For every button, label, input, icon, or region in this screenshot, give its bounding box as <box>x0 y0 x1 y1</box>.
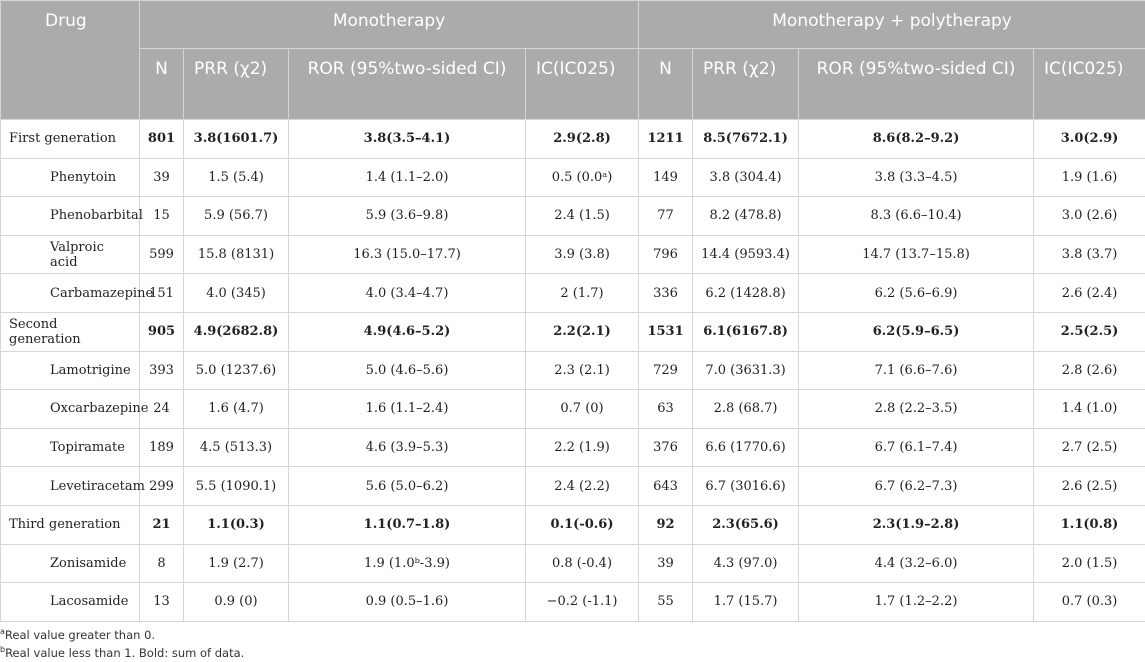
drug-name-cell: Topiramate <box>1 428 140 467</box>
drug-name-cell: Second generation <box>1 312 140 351</box>
mono-ror-cell: 1.4 (1.1–2.0) <box>289 158 526 197</box>
poly-ic-cell: 3.0 (2.6) <box>1034 197 1145 236</box>
mono-ror-cell: 1.9 (1.0ᵇ-3.9) <box>289 544 526 583</box>
table-row <box>1 197 1145 236</box>
mono-ic-cell: 2.4 (2.2) <box>526 467 639 506</box>
poly-ic-cell: 0.7 (0.3) <box>1034 583 1145 622</box>
mono-ror-cell: 1.6 (1.1–2.4) <box>289 390 526 429</box>
poly-ror-cell: 8.3 (6.6–10.4) <box>799 197 1034 236</box>
poly-n-cell: 149 <box>639 158 693 197</box>
mono-prr-cell: 15.8 (8131) <box>184 235 289 274</box>
table-body <box>1 120 1145 622</box>
poly-prr-cell: 2.3(65.6) <box>693 505 799 544</box>
mono-prr-cell: 3.8(1601.7) <box>184 120 289 159</box>
mono-prr-cell: 5.5 (1090.1) <box>184 467 289 506</box>
header-mono-n: N <box>140 49 184 120</box>
poly-prr-cell: 2.8 (68.7) <box>693 390 799 429</box>
drug-name-cell: Carbamazepine <box>1 274 140 313</box>
table-row <box>1 274 1145 313</box>
poly-n-cell: 376 <box>639 428 693 467</box>
table-row <box>1 390 1145 429</box>
poly-n-cell: 39 <box>639 544 693 583</box>
mono-n-cell: 393 <box>140 351 184 390</box>
mono-ror-cell: 3.8(3.5–4.1) <box>289 120 526 159</box>
drug-name-cell: Lacosamide <box>1 583 140 622</box>
header-group-monotherapy: Monotherapy <box>140 1 639 49</box>
poly-n-cell: 643 <box>639 467 693 506</box>
mono-n-cell: 21 <box>140 505 184 544</box>
mono-ic-cell: 3.9 (3.8) <box>526 235 639 274</box>
drug-name-cell: Phenobarbital <box>1 197 140 236</box>
mono-ic-cell: 0.8 (-0.4) <box>526 544 639 583</box>
mono-ror-cell: 4.6 (3.9–5.3) <box>289 428 526 467</box>
mono-ror-cell: 5.9 (3.6–9.8) <box>289 197 526 236</box>
mono-n-cell: 8 <box>140 544 184 583</box>
header-group-polytherapy: Monotherapy + polytherapy <box>639 1 1145 49</box>
poly-prr-cell: 6.2 (1428.8) <box>693 274 799 313</box>
drug-name-cell: Valproic acid <box>1 235 140 274</box>
mono-ic-cell: 2.2 (1.9) <box>526 428 639 467</box>
mono-n-cell: 599 <box>140 235 184 274</box>
header-mono-ror: ROR (95%two-sided CI) <box>289 49 526 120</box>
header-poly-prr: PRR (χ2) <box>693 49 799 120</box>
mono-ic-cell: 2.4 (1.5) <box>526 197 639 236</box>
mono-ic-cell: 2.2(2.1) <box>526 312 639 351</box>
poly-prr-cell: 6.7 (3016.6) <box>693 467 799 506</box>
poly-prr-cell: 3.8 (304.4) <box>693 158 799 197</box>
poly-prr-cell: 6.1(6167.8) <box>693 312 799 351</box>
poly-n-cell: 92 <box>639 505 693 544</box>
poly-n-cell: 796 <box>639 235 693 274</box>
poly-n-cell: 729 <box>639 351 693 390</box>
table-row <box>1 158 1145 197</box>
drug-name-cell: Oxcarbazepine <box>1 390 140 429</box>
mono-ic-cell: 2.9(2.8) <box>526 120 639 159</box>
mono-ror-cell: 4.9(4.6–5.2) <box>289 312 526 351</box>
mono-ic-cell: −0.2 (-1.1) <box>526 583 639 622</box>
poly-ror-cell: 6.2 (5.6–6.9) <box>799 274 1034 313</box>
mono-ror-cell: 0.9 (0.5–1.6) <box>289 583 526 622</box>
drug-name-cell: Third generation <box>1 505 140 544</box>
poly-ror-cell: 6.7 (6.2–7.3) <box>799 467 1034 506</box>
poly-ic-cell: 1.9 (1.6) <box>1034 158 1145 197</box>
poly-prr-cell: 7.0 (3631.3) <box>693 351 799 390</box>
poly-prr-cell: 1.7 (15.7) <box>693 583 799 622</box>
poly-ic-cell: 2.6 (2.4) <box>1034 274 1145 313</box>
mono-ror-cell: 4.0 (3.4–4.7) <box>289 274 526 313</box>
footnote-b-text: Real value less than 1. Bold: sum of data. <box>5 646 244 660</box>
mono-n-cell: 39 <box>140 158 184 197</box>
table-row-generation-sum <box>1 505 1145 544</box>
mono-prr-cell: 1.6 (4.7) <box>184 390 289 429</box>
table-row <box>1 235 1145 274</box>
header-poly-ror: ROR (95%two-sided CI) <box>799 49 1034 120</box>
mono-n-cell: 15 <box>140 197 184 236</box>
header-mono-prr: PRR (χ2) <box>184 49 289 120</box>
poly-ror-cell: 6.7 (6.1–7.4) <box>799 428 1034 467</box>
mono-ic-cell: 0.7 (0) <box>526 390 639 429</box>
mono-ic-cell: 0.5 (0.0ᵃ) <box>526 158 639 197</box>
table-row <box>1 544 1145 583</box>
mono-prr-cell: 4.5 (513.3) <box>184 428 289 467</box>
mono-prr-cell: 1.9 (2.7) <box>184 544 289 583</box>
poly-ror-cell: 8.6(8.2–9.2) <box>799 120 1034 159</box>
footnote-b-mark: b <box>0 645 5 654</box>
drug-name-cell: Phenytoin <box>1 158 140 197</box>
mono-n-cell: 905 <box>140 312 184 351</box>
drug-name-cell: Lamotrigine <box>1 351 140 390</box>
mono-ror-cell: 5.0 (4.6–5.6) <box>289 351 526 390</box>
drug-name-cell: Zonisamide <box>1 544 140 583</box>
poly-n-cell: 1211 <box>639 120 693 159</box>
poly-ic-cell: 2.6 (2.5) <box>1034 467 1145 506</box>
header-poly-ic: IC(IC025) <box>1034 49 1145 120</box>
drug-name-cell: First generation <box>1 120 140 159</box>
table-row <box>1 428 1145 467</box>
footnote-a-text: Real value greater than 0. <box>5 628 155 642</box>
mono-n-cell: 189 <box>140 428 184 467</box>
poly-ic-cell: 1.4 (1.0) <box>1034 390 1145 429</box>
poly-n-cell: 63 <box>639 390 693 429</box>
mono-prr-cell: 5.9 (56.7) <box>184 197 289 236</box>
header-drug: Drug <box>1 1 140 120</box>
poly-ic-cell: 3.8 (3.7) <box>1034 235 1145 274</box>
mono-prr-cell: 5.0 (1237.6) <box>184 351 289 390</box>
table-row <box>1 583 1145 622</box>
poly-prr-cell: 6.6 (1770.6) <box>693 428 799 467</box>
poly-prr-cell: 8.5(7672.1) <box>693 120 799 159</box>
footnote-a <box>0 626 244 644</box>
mono-prr-cell: 4.0 (345) <box>184 274 289 313</box>
mono-prr-cell: 1.1(0.3) <box>184 505 289 544</box>
mono-ic-cell: 2.3 (2.1) <box>526 351 639 390</box>
poly-n-cell: 77 <box>639 197 693 236</box>
poly-n-cell: 55 <box>639 583 693 622</box>
mono-ror-cell: 16.3 (15.0–17.7) <box>289 235 526 274</box>
mono-ic-cell: 2 (1.7) <box>526 274 639 313</box>
mono-prr-cell: 1.5 (5.4) <box>184 158 289 197</box>
poly-ror-cell: 1.7 (1.2–2.2) <box>799 583 1034 622</box>
poly-n-cell: 336 <box>639 274 693 313</box>
mono-n-cell: 24 <box>140 390 184 429</box>
footnotes <box>0 626 244 662</box>
poly-ic-cell: 1.1(0.8) <box>1034 505 1145 544</box>
mono-prr-cell: 0.9 (0) <box>184 583 289 622</box>
poly-ror-cell: 7.1 (6.6–7.6) <box>799 351 1034 390</box>
table-header <box>1 1 1145 120</box>
poly-ror-cell: 2.3(1.9–2.8) <box>799 505 1034 544</box>
header-poly-n: N <box>639 49 693 120</box>
table-row <box>1 351 1145 390</box>
table-row-generation-sum <box>1 120 1145 159</box>
poly-ror-cell: 2.8 (2.2–3.5) <box>799 390 1034 429</box>
footnote-b <box>0 644 244 662</box>
mono-n-cell: 151 <box>140 274 184 313</box>
mono-n-cell: 299 <box>140 467 184 506</box>
mono-n-cell: 801 <box>140 120 184 159</box>
poly-prr-cell: 14.4 (9593.4) <box>693 235 799 274</box>
poly-ror-cell: 14.7 (13.7–15.8) <box>799 235 1034 274</box>
poly-ror-cell: 6.2(5.9–6.5) <box>799 312 1034 351</box>
mono-ic-cell: 0.1(-0.6) <box>526 505 639 544</box>
drug-name-cell: Levetiracetam <box>1 467 140 506</box>
mono-ror-cell: 1.1(0.7–1.8) <box>289 505 526 544</box>
table-row <box>1 467 1145 506</box>
table-row-generation-sum <box>1 312 1145 351</box>
poly-prr-cell: 8.2 (478.8) <box>693 197 799 236</box>
poly-ror-cell: 3.8 (3.3–4.5) <box>799 158 1034 197</box>
poly-ic-cell: 2.0 (1.5) <box>1034 544 1145 583</box>
poly-ic-cell: 2.8 (2.6) <box>1034 351 1145 390</box>
header-mono-ic: IC(IC025) <box>526 49 639 120</box>
poly-prr-cell: 4.3 (97.0) <box>693 544 799 583</box>
mono-prr-cell: 4.9(2682.8) <box>184 312 289 351</box>
mono-ror-cell: 5.6 (5.0–6.2) <box>289 467 526 506</box>
footnote-a-mark: a <box>0 627 5 636</box>
poly-ic-cell: 2.5(2.5) <box>1034 312 1145 351</box>
poly-n-cell: 1531 <box>639 312 693 351</box>
mono-n-cell: 13 <box>140 583 184 622</box>
poly-ic-cell: 2.7 (2.5) <box>1034 428 1145 467</box>
poly-ic-cell: 3.0(2.9) <box>1034 120 1145 159</box>
poly-ror-cell: 4.4 (3.2–6.0) <box>799 544 1034 583</box>
